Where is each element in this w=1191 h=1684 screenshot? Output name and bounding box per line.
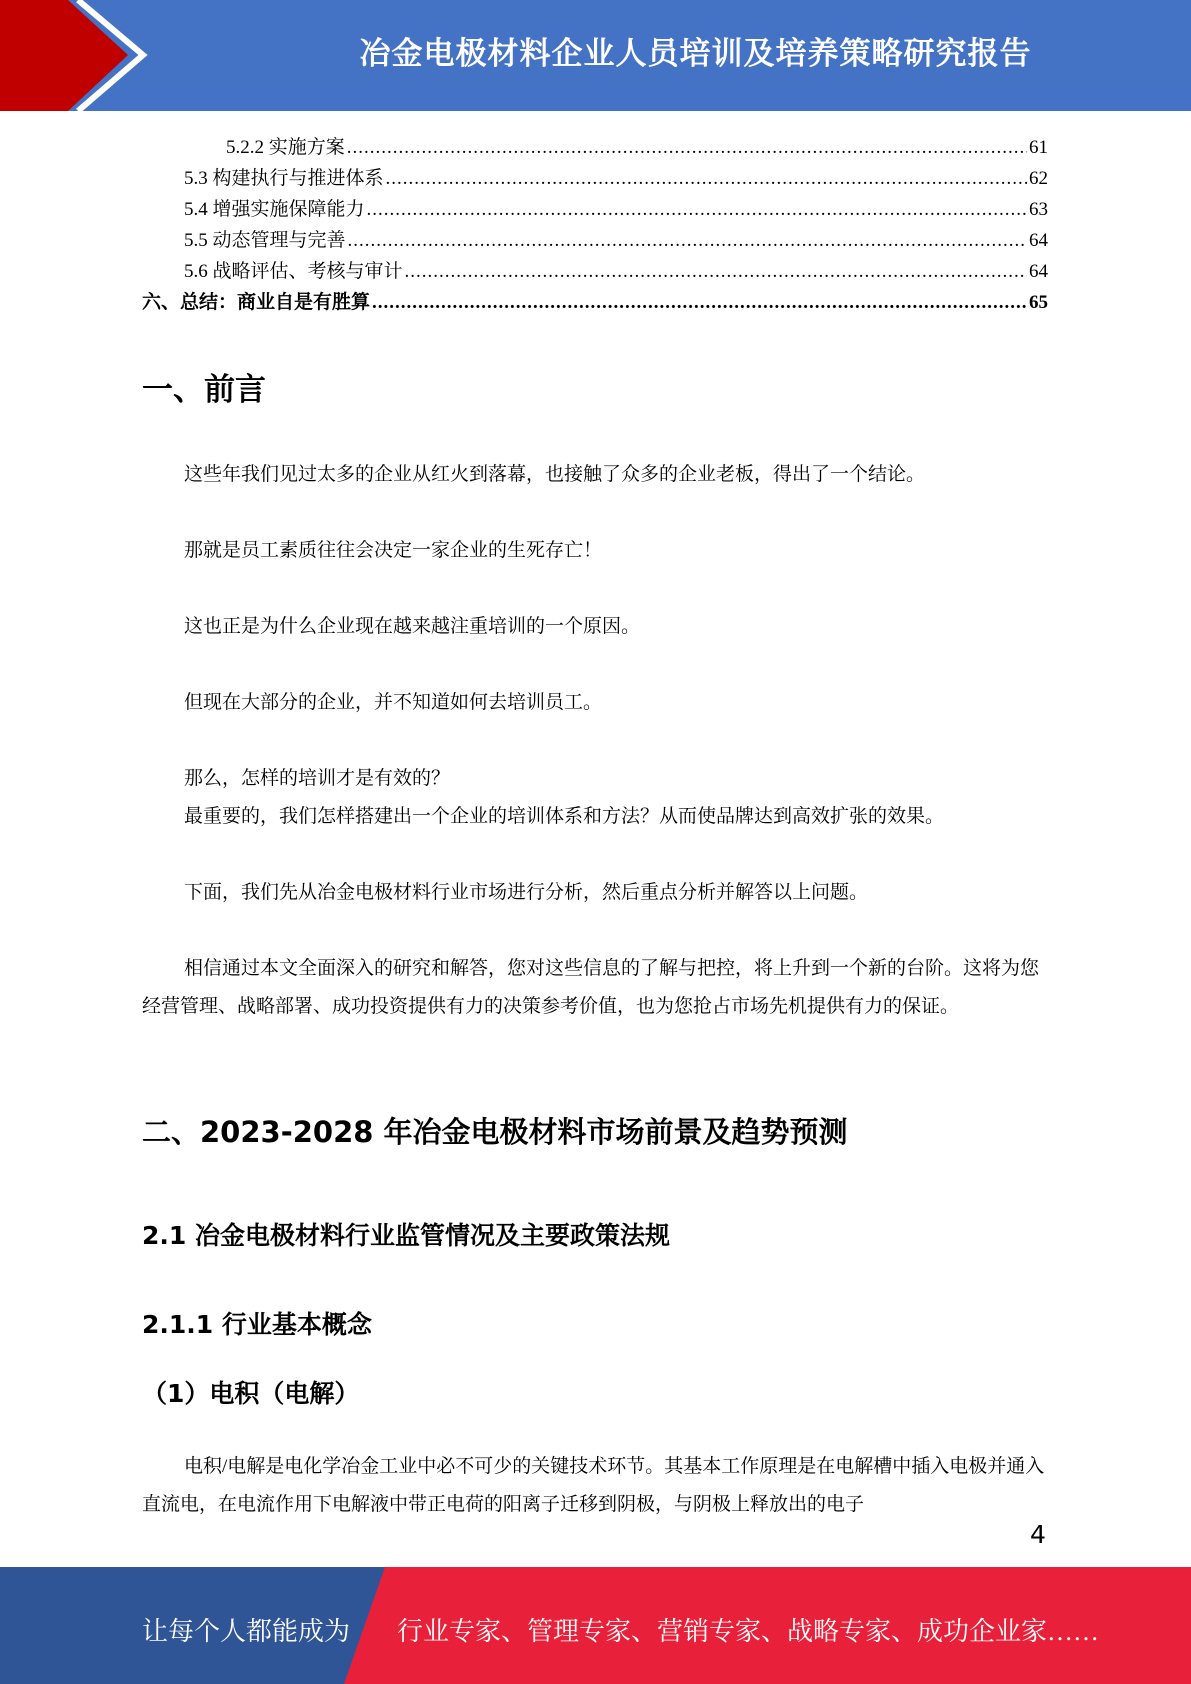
toc-entry-label: 5.3 构建执行与推进体系 (184, 168, 384, 189)
toc-entry-label: 5.5 动态管理与完善 (184, 230, 346, 251)
toc-leader (347, 137, 1027, 159)
toc-entry-label: 5.6 战略评估、考核与审计 (184, 261, 403, 282)
toc-entry-page: 65 (1029, 292, 1048, 313)
toc-entry[interactable] (142, 283, 1048, 314)
toc-entry[interactable] (142, 190, 1048, 221)
page-header (0, 0, 1191, 111)
toc-entry-page: 63 (1029, 199, 1048, 220)
body-paragraph: 那就是员工素质往往会决定一家企业的生死存亡！ (184, 540, 603, 561)
toc-entry-page: 61 (1029, 137, 1048, 158)
page-footer (0, 1567, 1191, 1684)
document-title: 冶金电极材料企业人员培训及培养策略研究报告 (359, 36, 1032, 72)
body-paragraph: 下面，我们先从冶金电极材料行业市场进行分析，然后重点分析并解答以上问题。 (184, 882, 869, 903)
toc-entry-label: 六、总结：商业自是有胜算 (142, 292, 371, 313)
toc-entry-page: 64 (1029, 230, 1048, 251)
body-paragraph: 相信通过本文全面深入的研究和解答，您对这些信息的了解与把控，将上升到一个新的台阶。这将为您经营管理、战略部署、成功投资提供有力的决策参考价值，也为您抢占市场先机提供有力的保证。 (142, 958, 1040, 1017)
toc-leader (405, 261, 1027, 283)
item-heading-electrowinning: （1）电积（电解） (142, 1379, 360, 1408)
toc-entry-label: 5.4 增强实施保障能力 (184, 199, 365, 220)
toc-leader (386, 168, 1027, 190)
toc-leader (348, 230, 1027, 252)
toc-entry[interactable] (142, 128, 1048, 159)
body-paragraph: 这也正是为什么企业现在越来越注重培训的一个原因。 (184, 616, 641, 637)
toc-entry-page: 62 (1029, 168, 1048, 189)
subsection-heading-basic-concepts: 2.1.1 行业基本概念 (142, 1310, 372, 1339)
section-heading-market-outlook: 二、2023-2028 年冶金电极材料市场前景及趋势预测 (142, 1115, 848, 1149)
subsection-heading-regulation: 2.1 冶金电极材料行业监管情况及主要政策法规 (142, 1221, 670, 1250)
toc-entry[interactable] (142, 221, 1048, 252)
body-paragraph: 电积/电解是电化学冶金工业中必不可少的关键技术环节。其基本工作原理是在电解槽中插入电极并通入直流电，在电流作用下电解液中带正电荷的阳离子迁移到阴极，与阴极上释放出的电子 (142, 1456, 1045, 1515)
toc-entry-page: 64 (1029, 261, 1048, 282)
page-number: 4 (1030, 1520, 1046, 1549)
toc-entry[interactable] (142, 159, 1048, 190)
toc-entry[interactable] (142, 252, 1048, 283)
table-of-contents (142, 128, 1048, 314)
body-paragraph: 但现在大部分的企业，并不知道如何去培训员工。 (184, 692, 603, 713)
section-heading-preface: 一、前言 (142, 372, 266, 408)
footer-slogan-left: 让每个人都能成为 (142, 1617, 351, 1646)
toc-leader (367, 199, 1027, 221)
body-paragraph: 最重要的，我们怎样搭建出一个企业的培训体系和方法？从而使品牌达到高效扩张的效果。 (184, 806, 945, 827)
footer-slogan-right: 行业专家、管理专家、营销专家、战略专家、成功企业家…… (397, 1617, 1100, 1646)
toc-entry-label: 5.2.2 实施方案 (226, 137, 345, 158)
body-paragraph: 那么，怎样的培训才是有效的？ (184, 768, 451, 789)
body-paragraph: 这些年我们见过太多的企业从红火到落幕，也接触了众多的企业老板，得出了一个结论。 (184, 464, 926, 485)
toc-leader (372, 292, 1027, 314)
